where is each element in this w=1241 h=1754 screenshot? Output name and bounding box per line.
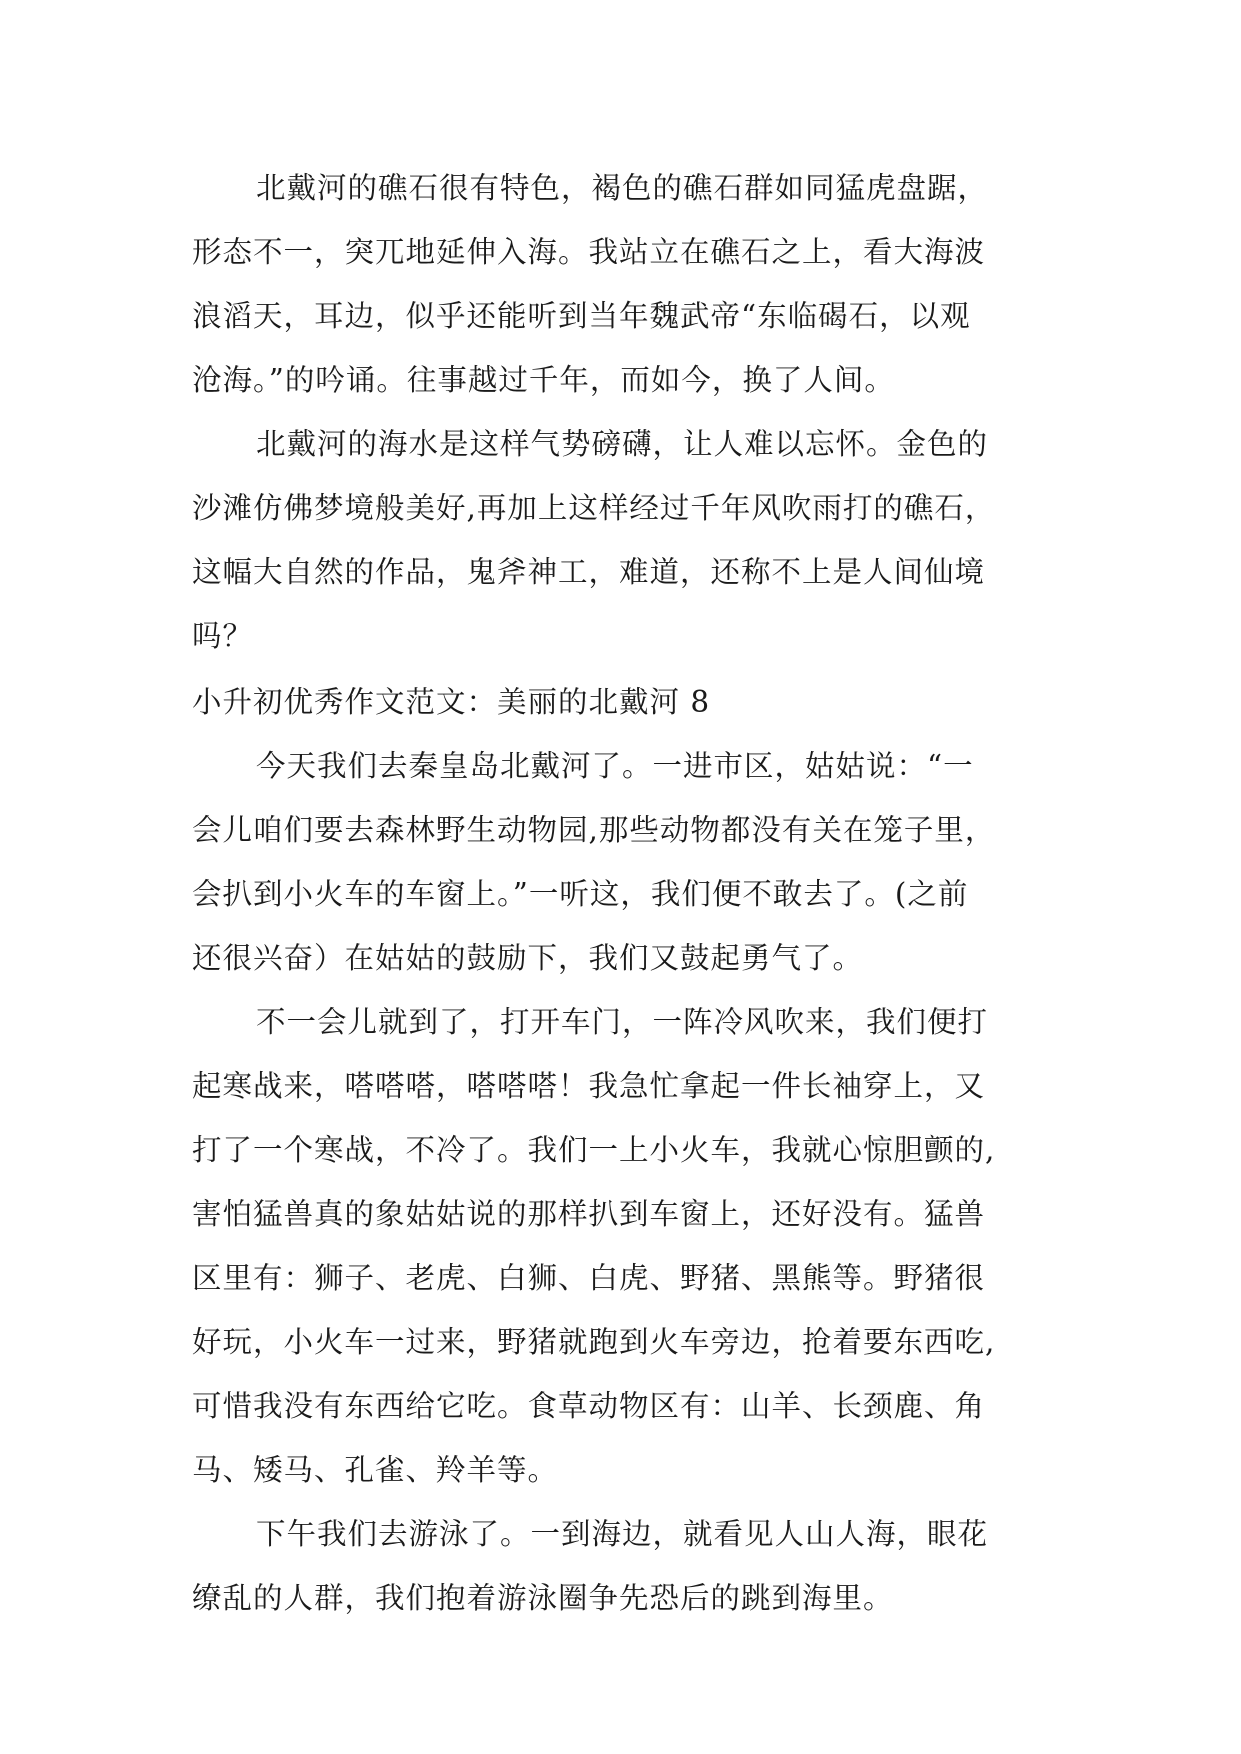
text-line: 还很兴奋）在姑姑的鼓励下，我们又鼓起勇气了。 (192, 941, 864, 975)
text-line: 起寒战来，嗒嗒嗒，嗒嗒嗒！我急忙拿起一件长袖穿上，又 (192, 1069, 986, 1103)
essay-title: 小升初优秀作文范文：美丽的北戴河 8 (192, 685, 711, 719)
text-line: 下午我们去游泳了。一到海边，就看见人山人海，眼花 (256, 1517, 989, 1551)
text-line: 区里有：狮子、老虎、白狮、白虎、野猪、黑熊等。野猪很 (192, 1261, 986, 1295)
text-line: 北戴河的礁石很有特色，褐色的礁石群如同猛虎盘踞， (256, 171, 989, 205)
text-line: 好玩，小火车一过来，野猪就跑到火车旁边，抢着要东西吃, (192, 1325, 996, 1359)
paragraph (192, 1502, 1072, 1630)
text-line: 打了一个寒战，不冷了。我们一上小火车，我就心惊胆颤的, (192, 1133, 996, 1167)
text-line: 缭乱的人群，我们抱着游泳圈争先恐后的跳到海里。 (192, 1581, 894, 1615)
text-line: 形态不一，突兀地延伸入海。我站立在礁石之上，看大海波 (192, 235, 986, 269)
paragraph (192, 156, 1072, 412)
text-line: 北戴河的海水是这样气势磅礴，让人难以忘怀。金色的 (256, 427, 989, 461)
text-line: 今天我们去秦皇岛北戴河了。一进市区，姑姑说：“一 (256, 749, 974, 783)
text-line: 沙滩仿佛梦境般美好,再加上这样经过千年风吹雨打的礁石， (192, 491, 996, 525)
paragraph (192, 990, 1072, 1502)
text-line: 这幅大自然的作品，鬼斧神工，难道，还称不上是人间仙境 (192, 555, 986, 589)
text-line: 吗？ (192, 619, 254, 653)
essay-section (192, 670, 1072, 1630)
paragraph (192, 734, 1072, 990)
text-line: 不一会儿就到了，打开车门，一阵冷风吹来，我们便打 (256, 1005, 989, 1039)
text-line: 会儿咱们要去森林野生动物园,那些动物都没有关在笼子里， (192, 813, 996, 847)
essay-section-continued (192, 156, 1072, 668)
paragraph (192, 412, 1072, 668)
text-line: 可惜我没有东西给它吃。食草动物区有：山羊、长颈鹿、角 (192, 1389, 986, 1423)
text-line: 浪滔天，耳边，似乎还能听到当年魏武帝“东临碣石，以观 (192, 299, 971, 333)
text-line: 马、矮马、孔雀、羚羊等。 (192, 1453, 559, 1487)
text-line: 会扒到小火车的车窗上。”一听这，我们便不敢去了。(之前 (192, 877, 969, 911)
text-line: 沧海。”的吟诵。往事越过千年，而如今，换了人间。 (192, 363, 895, 397)
text-line: 害怕猛兽真的象姑姑说的那样扒到车窗上，还好没有。猛兽 (192, 1197, 986, 1231)
